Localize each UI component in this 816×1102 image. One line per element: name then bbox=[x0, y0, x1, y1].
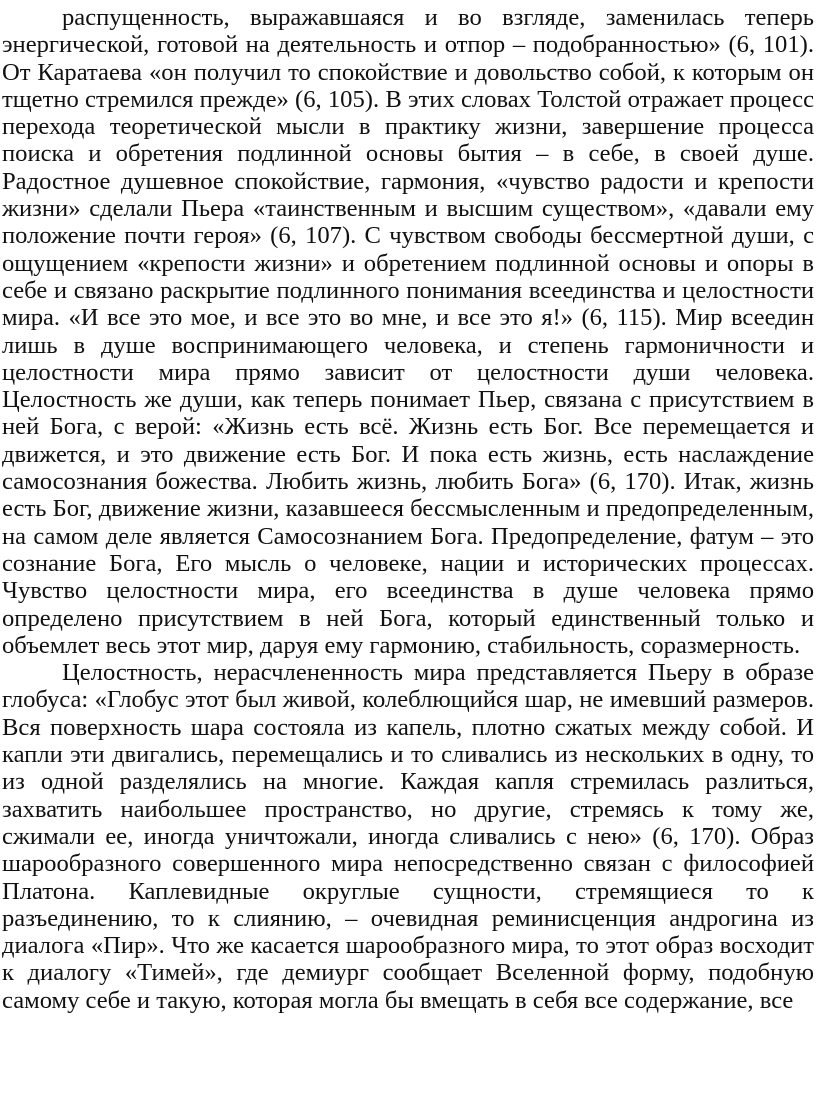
paragraph-2: Целостность, нерасчлененность мира представляется Пьеру в образе глобуса: «Глобус этот был живой, колеблющийся шар, не имевший размеров. Вся поверхность шара состояла из капель, плотно сжатых между собой. И капли эти двигались, перемещались и то сливались из нескольких в одну, то из одной разделялись на многие. Каждая капля стремилась разлиться, захватить наибольшее пространство, но другие, стремясь к тому же, сжимали ее, иногда уничтожали, иногда сливались с нею» (6, 170). Образ шарообразного совершенного мира непосредственно связан с философией Платона. Каплевидные округлые сущности, стремящиеся то к разъединению, то к слиянию, – очевидная реминисценция андрогина из диалога «Пир». Что же касается шарообразного мира, то этот образ восходит к диалогу «Тимей», где демиург сообщает Вселенной форму, подобную самому себе и такую, которая могла бы вмещать в себя все содержание, все bbox=[2, 659, 814, 1014]
paragraph-1: распущенность, выражавшаяся и во взгляде, заменилась теперь энергической, готовой на деятельность и отпор – подобранностью» (6, 101). От Каратаева «он получил то спокойствие и довольство собой, к которым он тщетно стремился прежде» (6, 105). В этих словах Толстой отражает процесс перехода теоретической мысли в практику жизни, завершение процесса поиска и обретения подлинной основы бытия – в себе, в своей душе. Радостное душевное спокойствие, гармония, «чувство радости и крепости жизни» сделали Пьера «таинственным и высшим существом», «давали ему положение почти героя» (6, 107). С чувством свободы бессмертной души, с ощущением «крепости жизни» и обретением подлинной основы и опоры в себе и связано раскрытие подлинного понимания всеединства и целостности мира. «И все это мое, и все это во мне, и все это я!» (6, 115). Мир всеедин лишь в душе воспринимающего человека, и степень гармоничности и целостности мира прямо зависит от целостности души человека. Целостность же души, как теперь понимает Пьер, связана с присутствием в ней Бога, с верой: «Жизнь есть всё. Жизнь есть Бог. Все перемещается и движется, и это движение есть Бог. И пока есть жизнь, есть наслаждение самосознания божества. Любить жизнь, любить Бога» (6, 170). Итак, жизнь есть Бог, движение жизни, казавшееся бессмысленным и предопределенным, на самом деле является Самосознанием Бога. Предопределение, фатум – это сознание Бога, Его мысль о человеке, нации и исторических процессах. Чувство целостности мира, его всеединства в душе человека прямо определено присутствием в ней Бога, который единственный только и объемлет весь этот мир, даруя ему гармонию, стабильность, соразмерность. bbox=[2, 4, 814, 659]
